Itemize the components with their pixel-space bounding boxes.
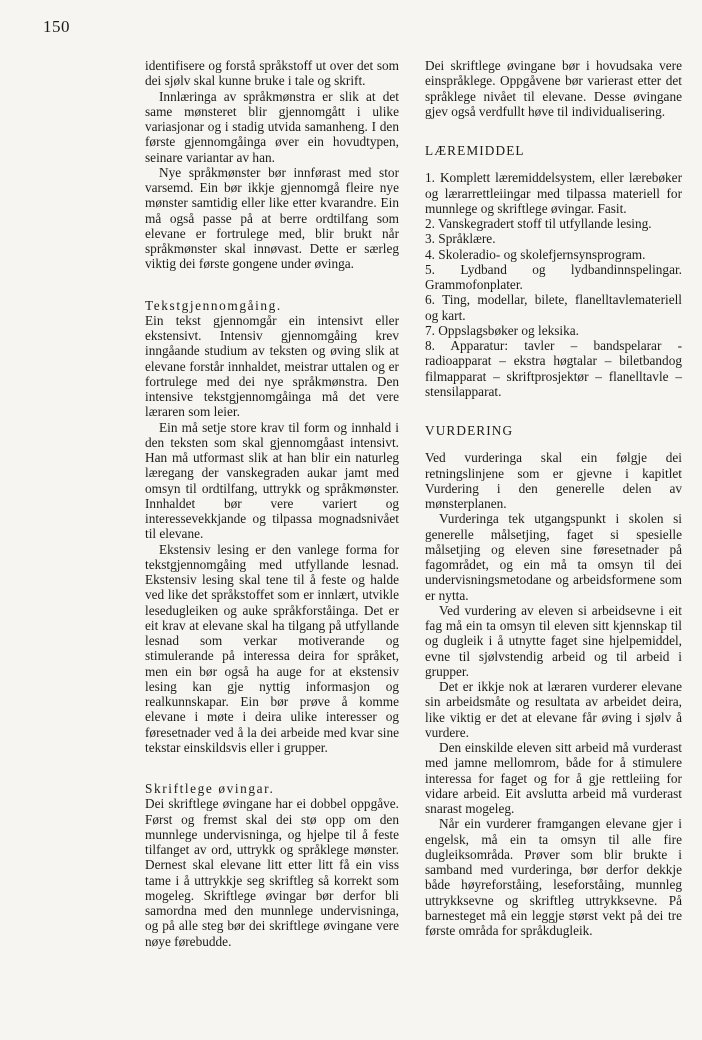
- section-heading-laeremiddel: LÆREMIDDEL: [425, 143, 525, 158]
- paragraph: Ein tekst gjennomgår ein intensivt eller ekstensivt. Intensiv gjennomgåing krev inngåande studium av teksten og øving slik at elevane forstår innhaldet, meistrar uttalen og er fortrulege med dei nye språkmønstra. Den intensive tekstgjennomgåinga må det vere læraren som leier.: [145, 312, 399, 420]
- paragraph: Ein må setje store krav til form og innhald i den teksten som skal gjennomgåast intensivt. Han må utformast slik at han blir ein naturleg læregang der vanskegraden aukar jamt med omsyn til ordtilfang, uttrykk og språkmønster. Innhaldet bør vere variert og interessevekkjande og tilpassa mognadsnivået til elevane.: [145, 419, 399, 542]
- left-column: [145, 58, 399, 949]
- paragraph: Når ein vurderer framgangen elevane gjer i engelsk, må ein ta omsyn til alle fire dugleiksområda. Prøver som blir brukte i samband med vurderinga, bør derfor dekkje både høyreforståing, leseforståing, munnleg uttrykksevne og skriftleg uttrykksevne. På barnesteget må ein leggje størst vekt på dei tre første områda for språkdugleik.: [425, 816, 682, 938]
- paragraph: Det er ikkje nok at læraren vurderer elevane sin arbeidsmåte og resultata av arbeidet deira, like viktig er det at elevane får øving i sjølv å vurdere.: [425, 679, 682, 740]
- paragraph: Dei skriftlege øvingane bør i hovudsaka vere einspråklege. Oppgåvene bør varierast etter det språklege nivået til elevane. Desse øvingane gjev også verdfullt høve til individualisering.: [425, 58, 682, 119]
- right-column: [425, 58, 682, 938]
- paragraph: Dei skriftlege øvingane har ei dobbel oppgåve. Først og fremst skal dei stø opp om den munnlege undervisninga, og hjelpe til å feste tilfanget av ord, uttrykk og språklege mønster. Dernest skal elevane litt etter litt få ein viss tame i å uttrykkje seg skriftleg så korrekt som mogeleg. Skriftlege øvingar bør derfor bli samordna med den munnlege undervisninga, og på alle steg bør dei skriftlege øvingane vere nøye førebudde.: [145, 796, 399, 949]
- laeremiddel-list: [425, 170, 682, 399]
- list-item: 5. Lydband og lydbandinnspelingar. Grammofonplater.: [425, 261, 682, 292]
- section-heading-skriftlege-ovingar: Skriftlege øvingar.: [145, 781, 275, 796]
- paragraph: Innlæringa av språkmønstra er slik at det same mønsteret blir gjennomgått i ulike variasjonar og i stadig utvida samanheng. I den første gjennomgåinga øver ein hovudtypen, seinare variantar av han.: [145, 88, 399, 165]
- list-item: 6. Ting, modellar, bilete, flanelltavlemateriell og kart.: [425, 292, 682, 323]
- paragraph: Ved vurderinga skal ein følgje dei retningslinjene som er gjevne i kapitlet Vurdering i den generelle delen av mønsterplanen.: [425, 450, 682, 511]
- list-item: 3. Språklære.: [425, 231, 496, 247]
- section-heading-vurdering: VURDERING: [425, 423, 514, 438]
- paragraph: Ved vurdering av eleven si arbeidsevne i eit fag må ein ta omsyn til eleven sitt kjennskap til og dugleik i å utnytte faget sine hjelpemiddel, evne til sjølvstendig arbeid og til arbeid i grupper.: [425, 602, 682, 679]
- paragraph: Den einskilde eleven sitt arbeid må vurderast med jamne mellomrom, både for å stimulere interessa for faget og for å gje rettleiing for vidare arbeid. Eit avslutta arbeid må vurderast snarast mogeleg.: [425, 740, 682, 816]
- page-number: 150: [43, 17, 70, 36]
- paragraph: identifisere og forstå språkstoff ut over det som dei sjølv skal kunne bruke i tale og skrift.: [145, 58, 399, 89]
- list-item: 8. Apparatur: tavler – bandspelarar - radioapparat – ekstra høgtalar – biletbandog filmapparat – skriftprosjektør – flanelltavle – stensilapparat.: [425, 338, 682, 399]
- list-item: 1. Komplett læremiddelsystem, eller lærebøker og lærarrettleiingar med tilpassa materiell for munnlege og skriftlege øvingar. Fasit.: [425, 170, 682, 216]
- list-item: 7. Oppslagsbøker og leksika.: [425, 322, 579, 338]
- list-item: 4. Skoleradio- og skolefjernsynsprogram.: [425, 246, 646, 262]
- paragraph: Ekstensiv lesing er den vanlege forma for tekstgjennomgåing med utfyllande lesnad. Ekstensiv lesing skal tene til å feste og halde ved like det språkstoffet som er innlært, utvikle lesedugleiken og auke språkforståinga. Det er eit krav at elevane skal ha tilgang på utfyllande lesnad som verkar motiverande og stimulerande på interessa deira for språket, men ein bør også ha auge for at ekstensiv lesing kan gje nyttig informasjon og realkunnskapar. Ein bør prøve å komme elevane i møte i deira ulike interesser og føresetnader ved å la dei arbeide med kvar sine tekstar einskildsvis eller i grupper.: [145, 541, 399, 755]
- section-heading-tekstgjennomgaing: Tekstgjennomgåing.: [145, 297, 282, 313]
- paragraph: Vurderinga tek utgangspunkt i skolen si generelle målsetjing, faget si spesielle målsetjing og eleven sine føresetnader på fagområdet, og ein må ta omsyn til dei undervisningsmetodane og arbeidsformene som er nytta.: [425, 511, 682, 603]
- paragraph: Nye språkmønster bør innførast med stor varsemd. Ein bør ikkje gjennomgå fleire nye mønster samtidig eller like etter kvarandre. Ein må også passe på at berre ordtilfang som elevane er fortrulege med, blir brukt når språkmønster skal innøvast. Dette er særleg viktig dei første gongene under øvinga.: [145, 164, 399, 272]
- list-item: 2. Vanskegradert stoff til utfyllande lesing.: [425, 216, 652, 231]
